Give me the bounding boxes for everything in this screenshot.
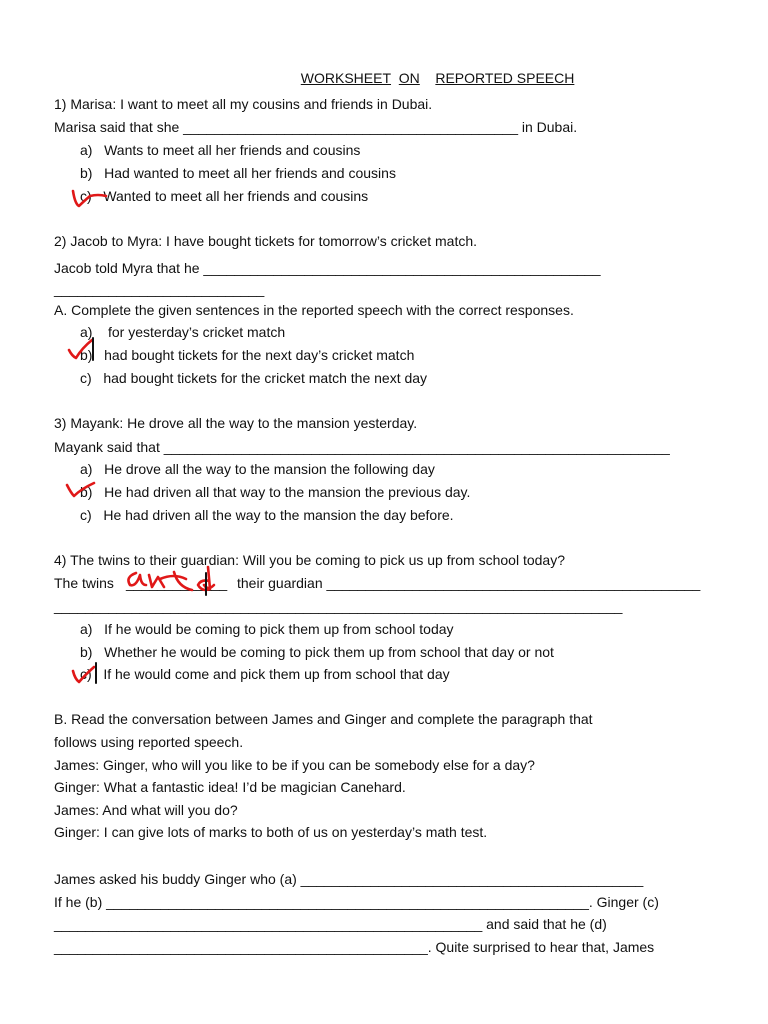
q4-option-b: b) Whether he would be coming to pick them up from school that day or not — [80, 644, 554, 660]
tick-mark-section-a — [66, 334, 106, 370]
q3-prompt: 3) Mayank: He drove all the way to the mansion yesterday. — [54, 415, 418, 431]
q2-prompt: 2) Jacob to Myra: I have bought tickets for tomorrow’s cricket match. — [54, 233, 478, 249]
q4-stem-continued: _________________________________________________________________________ — [54, 598, 623, 614]
section-a-option-b: b) had bought tickets for the next day’s cricket match — [80, 347, 415, 363]
q4-stem-start: The twins — [54, 575, 114, 591]
paragraph-line-4: ________________________________________________. Quite surprised to hear that, James — [54, 939, 655, 955]
q1-option-c: c) Wanted to meet all her friends and cousins — [80, 188, 369, 204]
q3-stem: Mayank said that _________________________________________________________________ — [54, 439, 670, 455]
q1-stem: Marisa said that she ___________________________________________ in Dubai. — [54, 119, 578, 135]
section-b-heading-line2: follows using reported speech. — [54, 734, 244, 750]
handwritten-asked-scribble — [122, 563, 218, 599]
worksheet-title — [293, 51, 574, 87]
section-b-heading-line1: B. Read the conversation between James and Ginger and complete the paragraph that — [54, 711, 593, 727]
q4-option-c: c) If he would come and pick them up from school that day — [80, 666, 450, 682]
section-a-option-c: c) had bought tickets for the cricket match the next day — [80, 370, 428, 386]
q4-stem-blank: _____________ — [126, 575, 228, 591]
q1-option-a: a) Wants to meet all her friends and cousins — [80, 142, 361, 158]
q4-option-a: a) If he would be coming to pick them up from school today — [80, 621, 454, 637]
q1-option-b: b) Had wanted to meet all her friends and cousins — [80, 165, 396, 181]
q2-stem: Jacob told Myra that he ___________________________________________________ — [54, 260, 601, 276]
dialog-line-1: James: Ginger, who will you like to be if you can be somebody else for a day? — [54, 757, 535, 773]
q4-prompt: 4) The twins to their guardian: Will you be coming to pick us up from school today? — [54, 552, 565, 568]
q3-option-c: c) He had driven all the way to the mansion the day before. — [80, 507, 454, 523]
title-word-reported-speech: REPORTED SPEECH — [435, 70, 575, 86]
paragraph-line-1: James asked his buddy Ginger who (a) ____________________________________________ — [54, 871, 644, 887]
q3-option-a: a) He drove all the way to the mansion the following day — [80, 461, 435, 477]
dialog-line-2: Ginger: What a fantastic idea! I’d be magician Canehard. — [54, 779, 406, 795]
title-word-worksheet: WORKSHEET — [300, 70, 392, 86]
dialog-line-3: James: And what will you do? — [54, 802, 238, 818]
title-word-on: ON — [398, 70, 420, 86]
paragraph-line-3: _______________________________________________________ and said that he (d) — [54, 916, 607, 932]
section-a-heading: A. Complete the given sentences in the reported speech with the correct responses. — [54, 302, 574, 318]
dialog-line-4: Ginger: I can give lots of marks to both of us on yesterday’s math test. — [54, 824, 488, 840]
tick-mark-q3 — [64, 479, 104, 503]
section-a-option-a: a) for yesterday’s cricket match — [80, 324, 286, 340]
q3-option-b: b) He had driven all that way to the mansion the previous day. — [80, 484, 471, 500]
paragraph-line-2: If he (b) ______________________________________________________________. Ginger (c) — [54, 894, 659, 910]
q1-prompt: 1) Marisa: I want to meet all my cousins and friends in Dubai. — [54, 96, 433, 112]
q2-stem-continued: ___________________________ — [54, 281, 265, 297]
q4-stem-end: their guardian ________________________________________________ — [237, 575, 701, 591]
tick-mark-q4 — [70, 659, 110, 693]
tick-mark-q1 — [70, 184, 110, 212]
